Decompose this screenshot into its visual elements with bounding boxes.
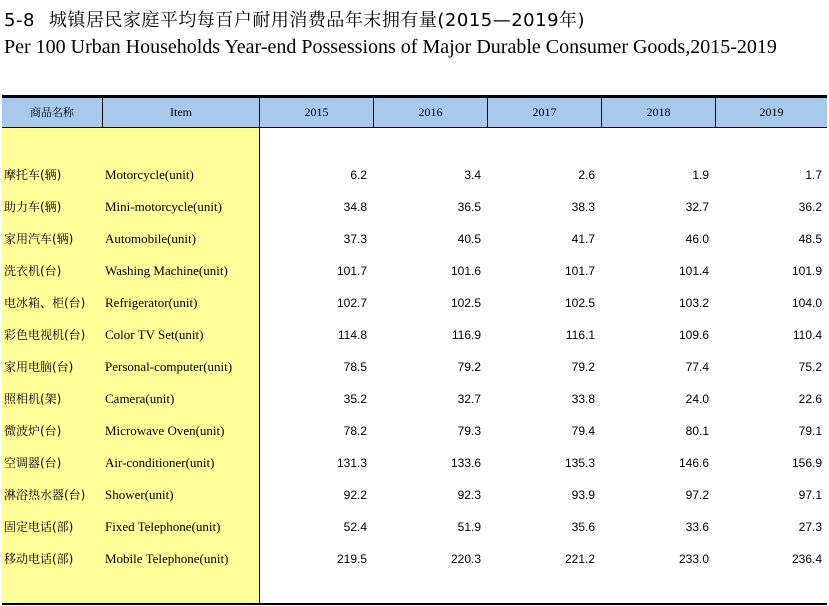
value-cell: 38.3 <box>571 200 595 214</box>
table-number: 5-8 <box>4 10 35 31</box>
table-row <box>2 293 827 325</box>
table-row <box>2 453 827 485</box>
table-row <box>2 485 827 517</box>
table-row <box>2 517 827 549</box>
item-name-cn: 家用电脑(台) <box>4 360 74 374</box>
item-name-cn: 固定电话(部) <box>4 520 74 534</box>
value-cell: 51.9 <box>457 520 481 534</box>
header-year: 2016 <box>418 105 443 119</box>
item-name-en: Personal-computer(unit) <box>105 359 233 374</box>
header-year: 2018 <box>646 105 671 119</box>
item-name-cn: 微波炉(台) <box>4 424 62 438</box>
value-cell: 101.6 <box>450 264 481 278</box>
value-cell: 37.3 <box>343 232 367 246</box>
item-name-en: Refrigerator(unit) <box>105 295 198 310</box>
item-name-en: Mini-motorcycle(unit) <box>105 199 222 214</box>
value-cell: 35.6 <box>571 520 595 534</box>
value-cell: 41.7 <box>571 232 595 246</box>
table-row <box>2 165 827 197</box>
value-cell: 33.6 <box>685 520 709 534</box>
value-cell: 22.6 <box>798 392 822 406</box>
value-cell: 114.8 <box>337 328 367 342</box>
value-cell: 116.9 <box>451 328 481 342</box>
value-cell: 236.4 <box>791 552 822 566</box>
item-name-cn: 移动电话(部) <box>4 552 74 566</box>
value-cell: 116.1 <box>565 328 595 342</box>
item-name-cn: 洗衣机(台) <box>4 264 62 278</box>
item-name-en: Shower(unit) <box>105 487 174 502</box>
value-cell: 221.2 <box>564 552 595 566</box>
table-row <box>2 549 827 581</box>
value-cell: 92.2 <box>343 488 367 502</box>
value-cell: 79.2 <box>571 360 595 374</box>
value-cell: 36.5 <box>457 200 481 214</box>
table-title-chinese <box>4 6 585 32</box>
item-name-en: Microwave Oven(unit) <box>105 423 225 438</box>
header-year: 2017 <box>532 105 557 119</box>
item-name-cn: 空调器(台) <box>4 456 62 470</box>
table-row <box>2 229 827 261</box>
value-cell: 52.4 <box>343 520 367 534</box>
value-cell: 32.7 <box>685 200 709 214</box>
table-row <box>2 357 827 389</box>
item-name-cn: 家用汽车(辆) <box>4 232 74 246</box>
table-title-english: Per 100 Urban Households Year-end Possessions of Major Durable Consumer Goods,2015-2019 <box>4 36 777 58</box>
data-table <box>2 95 827 605</box>
value-cell: 80.1 <box>685 424 709 438</box>
value-cell: 135.3 <box>564 456 595 470</box>
header-year: 2015 <box>304 105 329 119</box>
value-cell: 75.2 <box>798 360 822 374</box>
header-name-cn: 商品名称 <box>30 106 74 119</box>
value-cell: 219.5 <box>336 552 367 566</box>
value-cell: 34.8 <box>343 200 367 214</box>
value-cell: 101.9 <box>791 264 822 278</box>
table-row <box>2 261 827 293</box>
value-cell: 233.0 <box>678 552 709 566</box>
value-cell: 2.6 <box>578 168 595 182</box>
item-name-en: Camera(unit) <box>105 391 175 406</box>
item-name-en: Mobile Telephone(unit) <box>105 551 229 566</box>
value-cell: 79.1 <box>798 424 822 438</box>
value-cell: 79.3 <box>457 424 481 438</box>
item-name-cn: 淋浴热水器(台) <box>4 488 86 502</box>
value-cell: 36.2 <box>798 200 822 214</box>
table-title-chinese-text: 城镇居民家庭平均每百户耐用消费品年末拥有量(2015—2019年) <box>48 10 586 31</box>
value-cell: 6.2 <box>350 168 367 182</box>
value-cell: 93.9 <box>571 488 595 502</box>
header-year: 2019 <box>759 105 784 119</box>
item-name-cn: 电冰箱、柜(台) <box>4 296 86 310</box>
item-name-en: Color TV Set(unit) <box>105 327 204 342</box>
value-cell: 102.5 <box>564 296 595 310</box>
item-name-cn: 彩色电视机(台) <box>4 328 86 342</box>
value-cell: 40.5 <box>457 232 481 246</box>
value-cell: 146.6 <box>678 456 709 470</box>
value-cell: 24.0 <box>685 392 709 406</box>
value-cell: 97.1 <box>798 488 822 502</box>
header-item: Item <box>170 105 192 119</box>
value-cell: 1.9 <box>692 168 709 182</box>
value-cell: 27.3 <box>798 520 822 534</box>
value-cell: 48.5 <box>798 232 822 246</box>
value-cell: 79.4 <box>571 424 595 438</box>
value-cell: 101.7 <box>336 264 367 278</box>
item-name-en: Air-conditioner(unit) <box>105 455 215 470</box>
value-cell: 32.7 <box>457 392 481 406</box>
item-name-cn: 照相机(架) <box>4 392 62 406</box>
item-name-cn: 摩托车(辆) <box>4 168 62 182</box>
table-row <box>2 197 827 229</box>
value-cell: 156.9 <box>791 456 822 470</box>
value-cell: 104.0 <box>791 296 822 310</box>
table-row <box>2 421 827 453</box>
value-cell: 101.7 <box>564 264 595 278</box>
item-name-en: Motorcycle(unit) <box>105 167 194 182</box>
value-cell: 3.4 <box>464 168 481 182</box>
item-name-en: Washing Machine(unit) <box>105 263 228 278</box>
item-name-cn: 助力车(辆) <box>4 200 62 214</box>
value-cell: 103.2 <box>678 296 709 310</box>
item-name-en: Automobile(unit) <box>105 231 196 246</box>
value-cell: 220.3 <box>450 552 481 566</box>
table-row <box>2 389 827 421</box>
value-cell: 101.4 <box>678 264 709 278</box>
value-cell: 109.6 <box>678 328 709 342</box>
value-cell: 102.5 <box>450 296 481 310</box>
value-cell: 78.5 <box>343 360 367 374</box>
item-name-en: Fixed Telephone(unit) <box>105 519 221 534</box>
table-row <box>2 325 827 357</box>
value-cell: 77.4 <box>685 360 709 374</box>
value-cell: 110.4 <box>792 328 822 342</box>
value-cell: 133.6 <box>450 456 481 470</box>
value-cell: 33.8 <box>571 392 595 406</box>
value-cell: 97.2 <box>685 488 709 502</box>
value-cell: 35.2 <box>343 392 367 406</box>
value-cell: 79.2 <box>457 360 481 374</box>
value-cell: 78.2 <box>343 424 367 438</box>
value-cell: 46.0 <box>685 232 709 246</box>
value-cell: 102.7 <box>336 296 367 310</box>
value-cell: 131.3 <box>336 456 367 470</box>
value-cell: 92.3 <box>457 488 481 502</box>
value-cell: 1.7 <box>805 168 822 182</box>
